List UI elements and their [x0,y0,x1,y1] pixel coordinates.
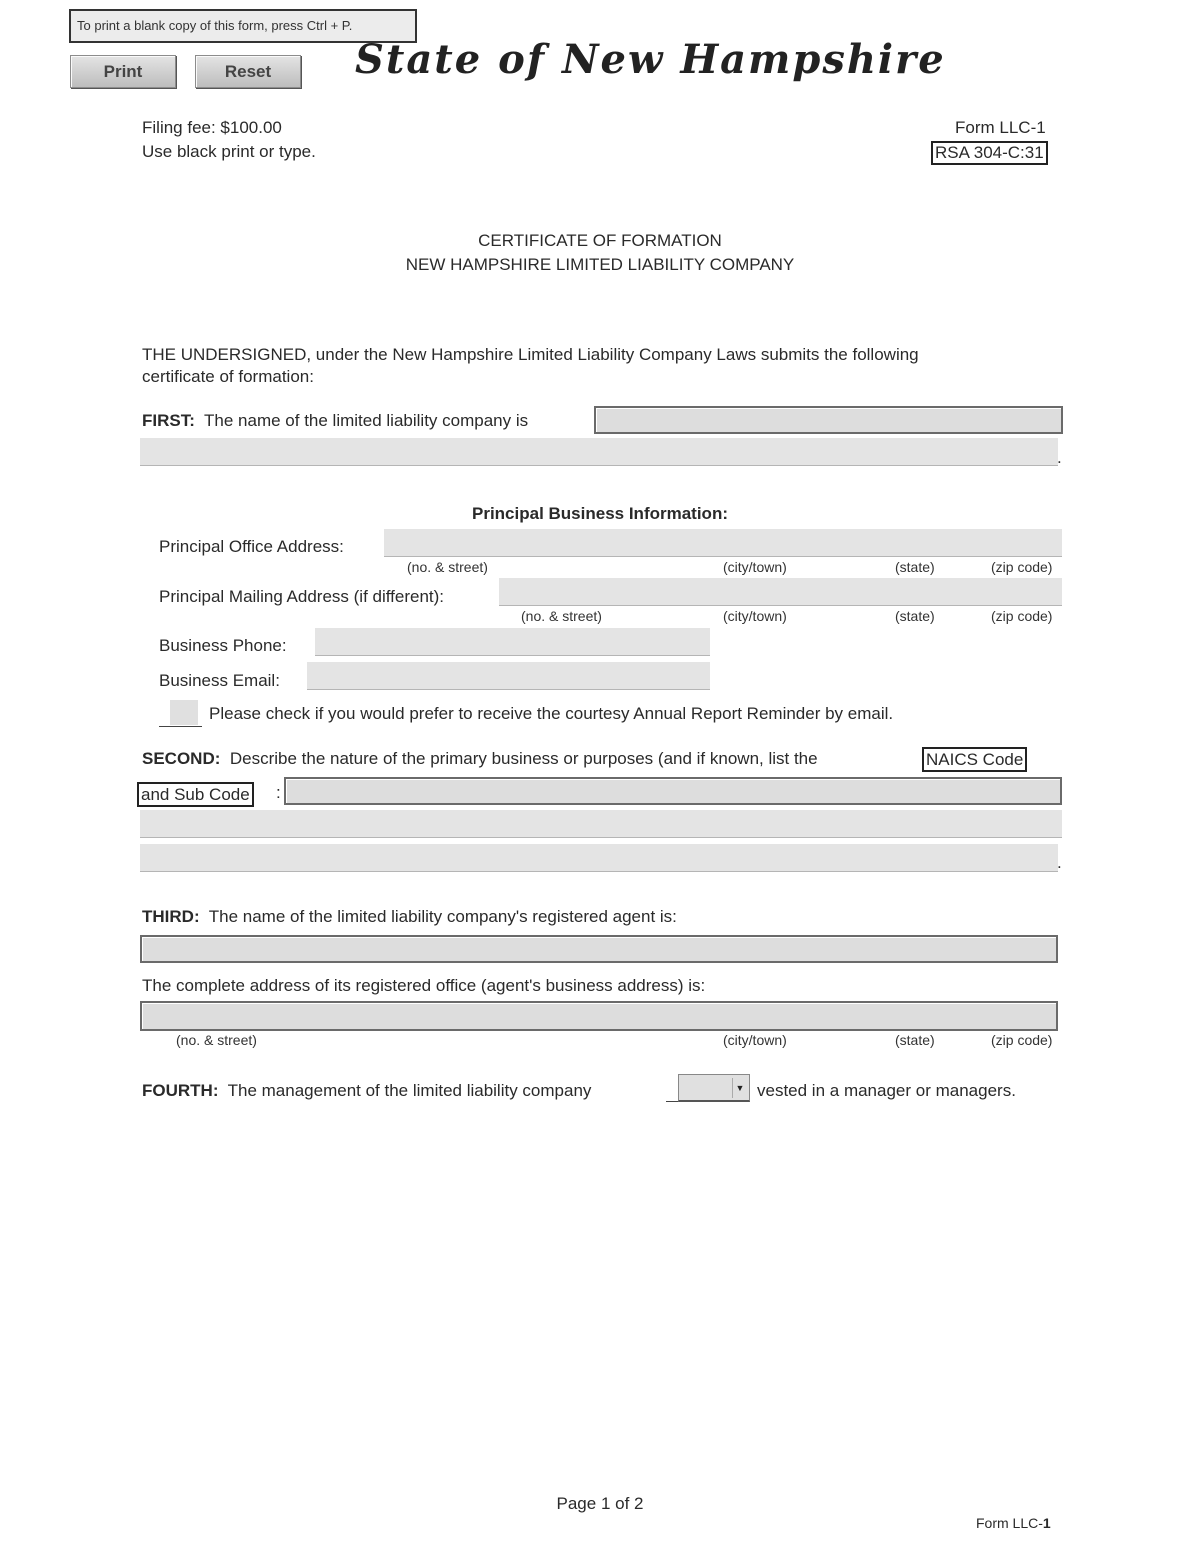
company-name-continuation-input[interactable] [140,438,1058,466]
footer-form-number: 1 [1042,1515,1051,1531]
mailing-sub-zip: (zip code) [991,608,1053,624]
sub-code-link[interactable]: and Sub Code [137,782,254,807]
principal-mailing-label: Principal Mailing Address (if different): [159,587,445,606]
mailing-sub-street: (no. & street) [521,608,602,624]
company-name-input[interactable] [594,406,1063,434]
footer-form-id [976,1515,1051,1531]
form-id: Form LLC-1 [955,118,1046,137]
intro-line1: THE UNDERSIGNED, under the New Hampshire Limited Liability Company Laws submits the following [142,345,919,364]
rsa-citation[interactable]: RSA 304-C:31 [931,141,1048,165]
principal-office-address-input[interactable] [384,529,1062,557]
form-title-line2: NEW HAMPSHIRE LIMITED LIABILITY COMPANY [405,255,795,274]
footer-form-prefix: Form LLC- [976,1515,1043,1531]
registered-office-address-input[interactable] [140,1001,1058,1031]
black-print-note: Use black print or type. [142,142,316,161]
agent-sub-state: (state) [895,1032,935,1048]
agent-sub-city: (city/town) [723,1032,787,1048]
period: . [1057,853,1062,872]
second-section [142,749,818,769]
first-text: The name of the limited liability company is [204,411,529,430]
registered-office-label: The complete address of its registered office (agent's business address) is: [142,976,706,995]
reminder-text: Please check if you would prefer to receive the courtesy Annual Report Reminder by email. [209,704,894,723]
principal-mailing-address-input[interactable] [499,578,1062,606]
fourth-underline [666,1101,678,1102]
business-purpose-input-1[interactable] [284,777,1062,805]
office-sub-street: (no. & street) [407,559,488,575]
mailing-sub-city: (city/town) [723,608,787,624]
form-title-line1: CERTIFICATE OF FORMATION [478,231,722,250]
naics-code-link[interactable]: NAICS Code [922,747,1027,772]
business-purpose-input-3[interactable] [140,844,1058,872]
agent-sub-zip: (zip code) [991,1032,1053,1048]
print-button[interactable]: Print [70,55,176,88]
filing-fee: Filing fee: $100.00 [142,118,282,137]
second-text: Describe the nature of the primary business or purposes (and if known, list the [229,749,818,768]
colon: : [276,783,281,802]
third-section [142,907,677,927]
chevron-down-icon[interactable]: ▼ [732,1078,747,1098]
business-email-label: Business Email: [159,671,280,690]
intro-line2: certificate of formation: [142,367,314,386]
third-text: The name of the limited liability company's registered agent is: [208,907,677,926]
reset-button[interactable]: Reset [195,55,301,88]
print-tooltip: To print a blank copy of this form, press Ctrl + P. [69,9,417,43]
registered-agent-input[interactable] [140,935,1058,963]
business-phone-label: Business Phone: [159,636,287,655]
third-label: THIRD: [142,907,200,926]
business-email-input[interactable] [307,662,710,690]
principal-heading: Principal Business Information: [472,504,728,523]
second-label: SECOND: [142,749,221,768]
mailing-sub-state: (state) [895,608,935,624]
first-section [142,411,528,431]
fourth-text-before: The management of the limited liability company [227,1081,592,1100]
agent-sub-street: (no. & street) [176,1032,257,1048]
first-label: FIRST: [142,411,195,430]
management-select[interactable] [678,1074,750,1102]
office-sub-zip: (zip code) [991,559,1053,575]
state-title: State of New Hampshire [355,36,946,83]
business-purpose-input-2[interactable] [140,810,1062,838]
office-sub-city: (city/town) [723,559,787,575]
principal-office-label: Principal Office Address: [159,537,344,556]
office-sub-state: (state) [895,559,935,575]
fourth-label: FOURTH: [142,1081,219,1100]
period: . [1057,448,1062,467]
business-phone-input[interactable] [315,628,710,656]
fourth-text-after: vested in a manager or managers. [757,1081,1016,1100]
fourth-section [142,1081,591,1101]
reminder-checkbox[interactable] [170,700,198,725]
page-number: Page 1 of 2 [556,1494,644,1513]
